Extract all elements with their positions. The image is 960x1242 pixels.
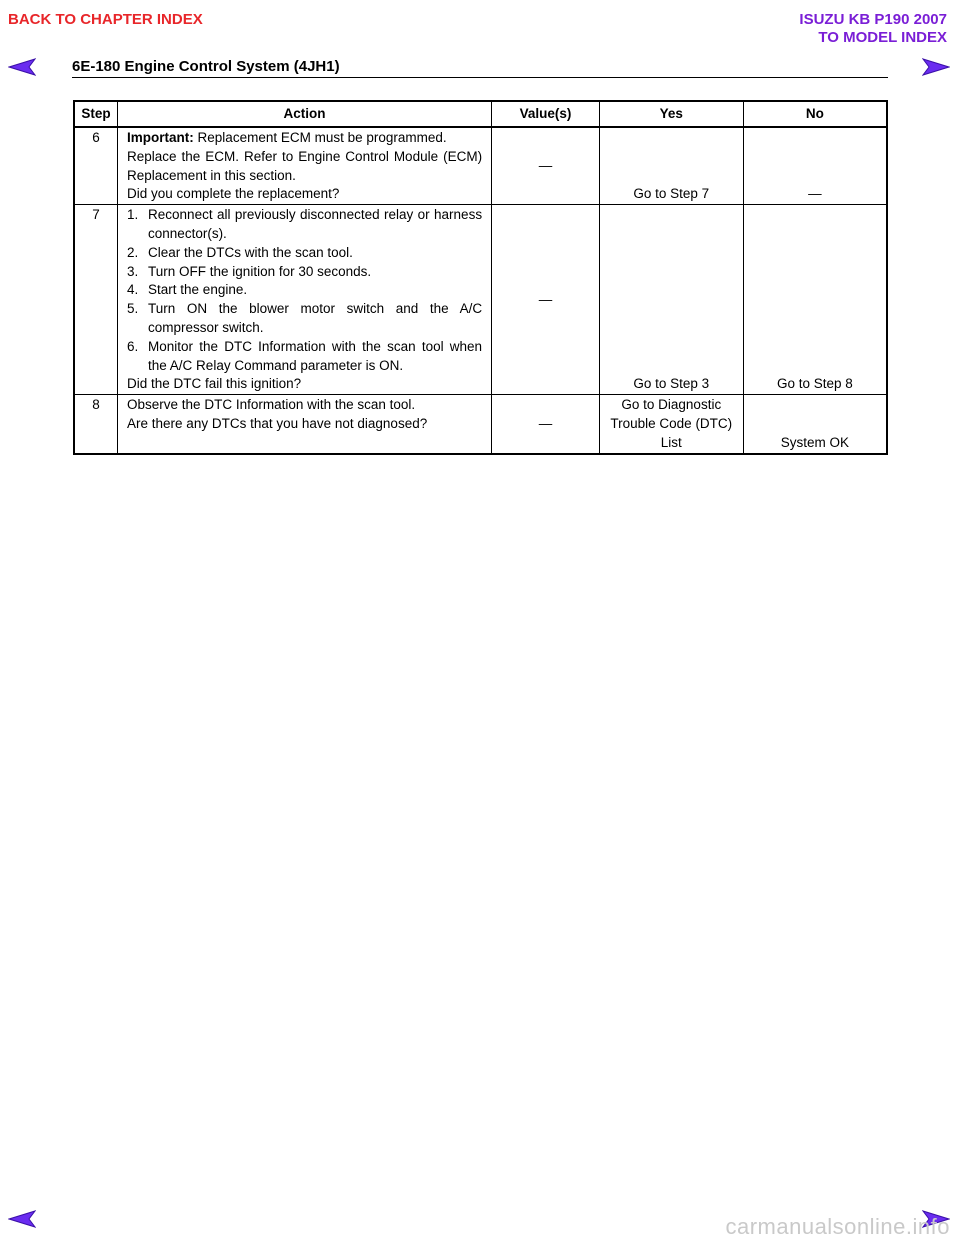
action-step-item (127, 281, 482, 300)
action-step-text: Turn ON the blower motor switch and the A/C compressor switch. (148, 301, 483, 335)
header-divider (72, 77, 888, 78)
yes-line: Go to Diagnostic (621, 397, 722, 413)
action-step-number: 2. (127, 244, 139, 260)
column-header-no: No (743, 101, 887, 127)
yes-cell: Go to Step 3 (599, 205, 743, 395)
yes-cell: Go to Step 7 (599, 127, 743, 205)
step-number: 6 (74, 127, 118, 205)
no-cell: Go to Step 8 (743, 205, 887, 395)
important-label: Important: (127, 130, 194, 145)
yes-line: List (660, 434, 682, 450)
model-title-link[interactable]: ISUZU KB P190 2007 (799, 11, 947, 28)
column-header-yes: Yes (599, 101, 743, 127)
right-arrow-icon[interactable] (922, 58, 950, 76)
value-cell: — (492, 127, 600, 205)
action-paragraph: Replace the ECM. Refer to Engine Control Module (ECM) Replacement in this section. (127, 148, 483, 183)
action-step-text: Monitor the DTC Information with the scan tool when the A/C Relay Command parameter is ON. (148, 338, 483, 373)
action-step-item (127, 244, 482, 263)
no-cell: System OK (743, 395, 887, 454)
table-row (74, 127, 887, 205)
left-arrow-icon[interactable] (8, 1210, 36, 1228)
action-cell (118, 205, 492, 395)
no-cell: — (743, 127, 887, 205)
column-header-action: Action (118, 101, 492, 127)
action-cell (118, 395, 492, 454)
action-step-item (127, 206, 482, 244)
step-number: 7 (74, 205, 118, 395)
column-header-value: Value(s) (492, 101, 600, 127)
action-step-item (127, 338, 482, 376)
back-to-chapter-index-link[interactable]: BACK TO CHAPTER INDEX (8, 11, 203, 28)
value-cell: — (492, 395, 600, 454)
action-question: Are there any DTCs that you have not diagnosed? (127, 415, 428, 431)
action-step-text: Turn OFF the ignition for 30 seconds. (148, 263, 372, 279)
action-step-list (127, 206, 482, 375)
table-header-row (74, 101, 887, 127)
to-model-index-link[interactable]: TO MODEL INDEX (818, 29, 947, 46)
page-header: 6E-180 Engine Control System (4JH1) (72, 58, 340, 75)
action-question: Did you complete the replacement? (127, 186, 340, 202)
table-row (74, 205, 887, 395)
value-cell: — (492, 205, 600, 395)
action-step-number: 6. (127, 338, 139, 354)
action-step-text: Reconnect all previously disconnected relay or harness connector(s). (148, 207, 483, 241)
important-text: Replacement ECM must be programmed. (197, 130, 447, 145)
yes-cell (599, 395, 743, 454)
table-row (74, 395, 887, 454)
action-step-number: 3. (127, 263, 139, 279)
action-step-text: Clear the DTCs with the scan tool. (148, 244, 353, 260)
watermark-text: carmanualsonline.info (725, 1214, 950, 1239)
important-note (127, 129, 482, 148)
action-step-item (127, 263, 482, 282)
action-step-number: 4. (127, 282, 139, 298)
action-paragraph: Observe the DTC Information with the scan tool. (127, 397, 416, 413)
step-number: 8 (74, 395, 118, 454)
action-step-text: Start the engine. (148, 282, 248, 298)
action-step-number: 1. (127, 207, 139, 223)
action-step-number: 5. (127, 301, 139, 317)
yes-line: Trouble Code (DTC) (610, 415, 733, 431)
action-step-item (127, 300, 482, 338)
action-question: Did the DTC fail this ignition? (127, 376, 302, 392)
action-cell (118, 127, 492, 205)
column-header-step: Step (74, 101, 118, 127)
left-arrow-icon[interactable] (8, 58, 36, 76)
diagnostic-table (73, 100, 888, 455)
